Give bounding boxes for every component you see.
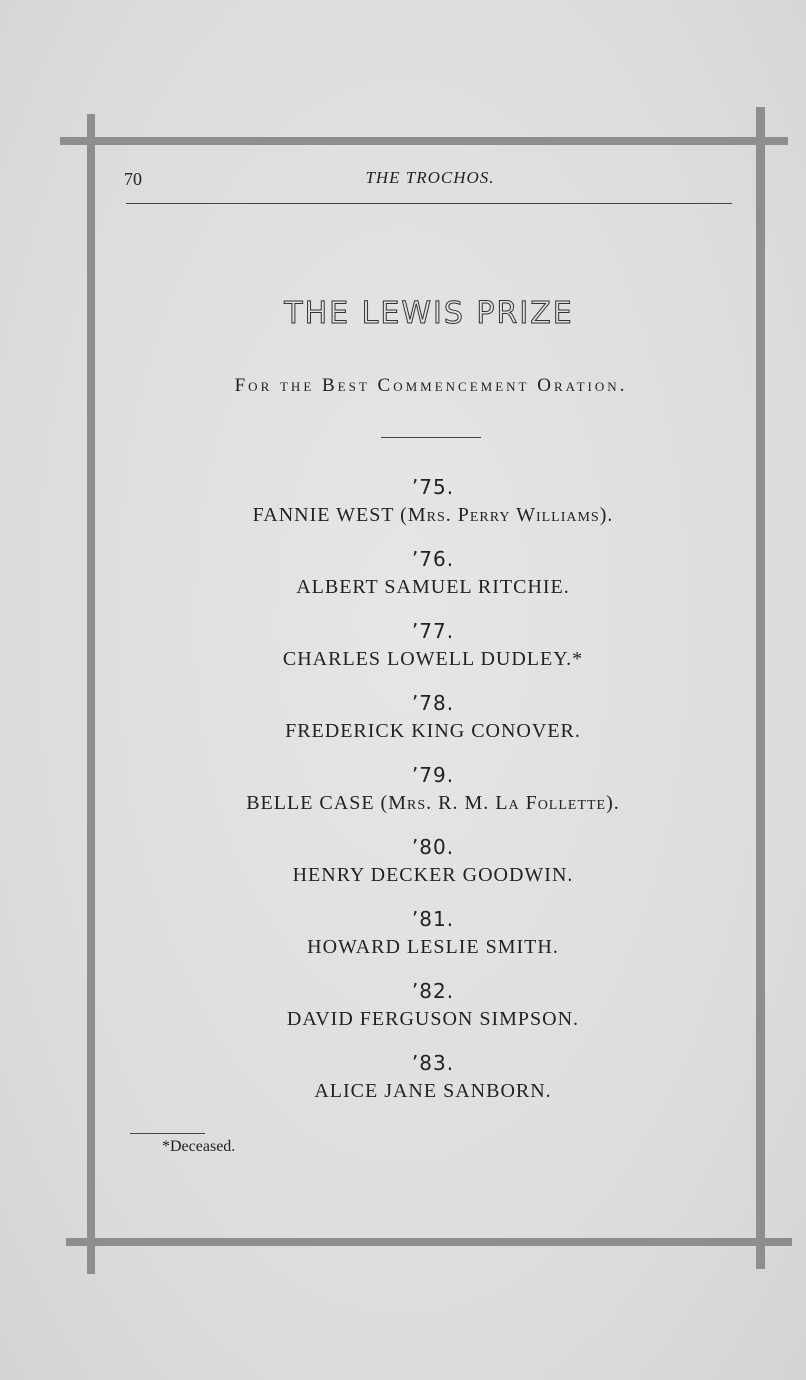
frame-bottom-rule [66, 1238, 792, 1246]
header-divider [126, 203, 732, 204]
entry-name: DAVID FERGUSON SIMPSON. [286, 1008, 580, 1030]
entry-year: ’77. [411, 619, 455, 643]
section-divider [381, 437, 481, 438]
entry-name: BELLE CASE [246, 792, 375, 814]
entry-note: (Mrs. Perry Williams). [400, 504, 614, 526]
list-item [0, 902, 806, 974]
entry-year: ’79. [411, 763, 455, 787]
running-title: THE TROCHOS. [365, 168, 495, 187]
entry-year: ’82. [411, 979, 455, 1003]
list-item [0, 1046, 806, 1118]
page-subtitle: For the Best Commencement Oration. [234, 375, 628, 396]
entry-year: ’75. [411, 475, 455, 499]
footnote: *Deceased. [162, 1138, 236, 1155]
prize-winners-list [0, 470, 806, 1118]
entry-name-line [0, 504, 806, 526]
entry-name-line [0, 792, 806, 814]
page-number: 70 [124, 169, 142, 189]
page-title: THE LEWIS PRIZE [284, 296, 574, 331]
list-item [0, 830, 806, 902]
entry-name: ALBERT SAMUEL RITCHIE. [296, 576, 570, 598]
entry-name: HOWARD LESLIE SMITH. [307, 936, 559, 958]
list-item [0, 686, 806, 758]
entry-name: FANNIE WEST [252, 504, 395, 526]
list-item [0, 542, 806, 614]
entry-year: ’83. [411, 1051, 455, 1075]
entry-note: (Mrs. R. M. La Follette). [380, 792, 620, 814]
entry-name: FREDERICK KING CONOVER. [285, 720, 581, 742]
list-item [0, 974, 806, 1046]
entry-year: ’76. [411, 547, 455, 571]
entry-year: ’81. [411, 907, 455, 931]
footnote-rule [130, 1133, 205, 1134]
entry-name: ALICE JANE SANBORN. [314, 1080, 552, 1102]
entry-year: ’80. [411, 835, 455, 859]
entry-name: HENRY DECKER GOODWIN. [292, 864, 574, 886]
list-item [0, 758, 806, 830]
entry-year: ’78. [411, 691, 455, 715]
entry-name: CHARLES LOWELL DUDLEY.* [282, 648, 584, 670]
list-item [0, 470, 806, 542]
list-item [0, 614, 806, 686]
frame-top-rule [60, 137, 788, 145]
